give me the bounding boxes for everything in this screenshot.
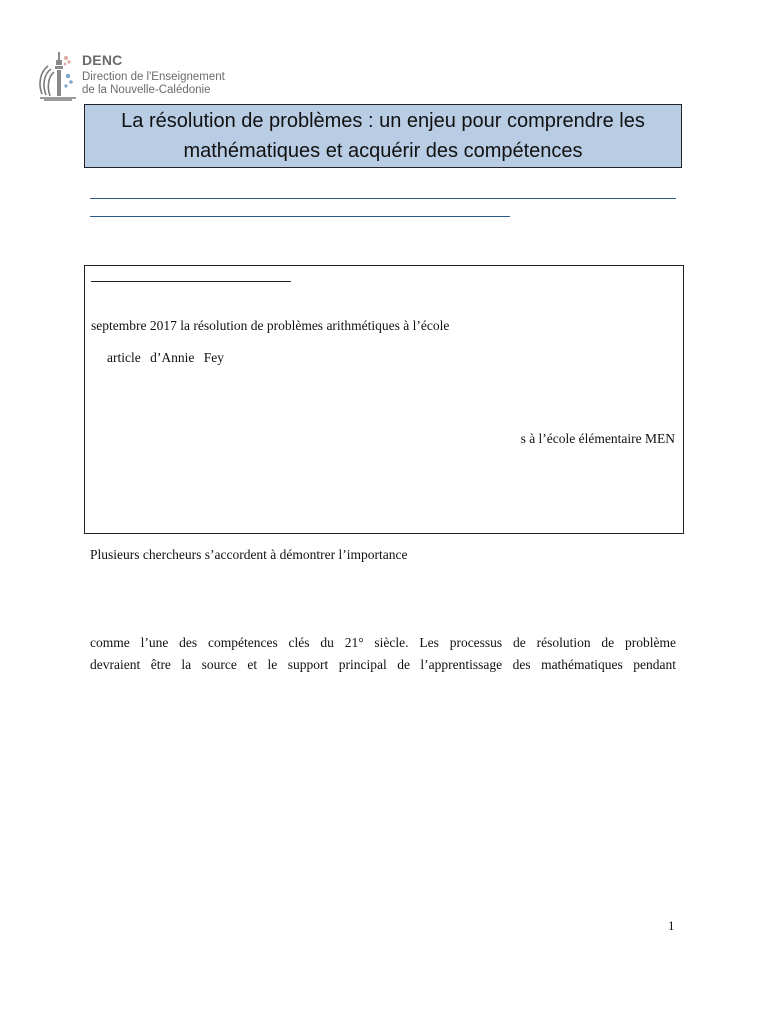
document-title-box [84,104,682,168]
body-paragraph-1: Plusieurs chercheurs s’accordent à démontrer l’importance [90,547,408,562]
page-number: 1 [668,918,675,933]
logo-acronym: DENC [82,52,123,68]
reference-line-1: septembre 2017 la résolution de problèmes arithmétiques à l’école [91,318,450,333]
body-paragraph-2-line-2: devraient être la source et le support principal de l’apprentissage des mathématiques pendant [90,657,676,672]
references-box [84,265,684,534]
denc-logo [36,46,236,102]
denc-emblem-icon [36,46,80,102]
reference-line-3: s à l’école élémentaire MEN [520,431,675,446]
reference-line-2: article d’Annie Fey [107,350,224,365]
logo-name-line1: Direction de l'Enseignement [82,71,225,83]
blue-rule-long [90,198,676,199]
document-title: La résolution de problèmes : un enjeu pour comprendre les mathématiques et acquérir des compétences [121,110,645,162]
logo-name-line2: de la Nouvelle-Calédonie [82,84,211,96]
references-heading-underline [91,281,291,282]
blue-rule-short [90,216,510,217]
body-paragraph-2-line-1: comme l’une des compétences clés du 21° siècle. Les processus de résolution de problème [90,635,676,650]
